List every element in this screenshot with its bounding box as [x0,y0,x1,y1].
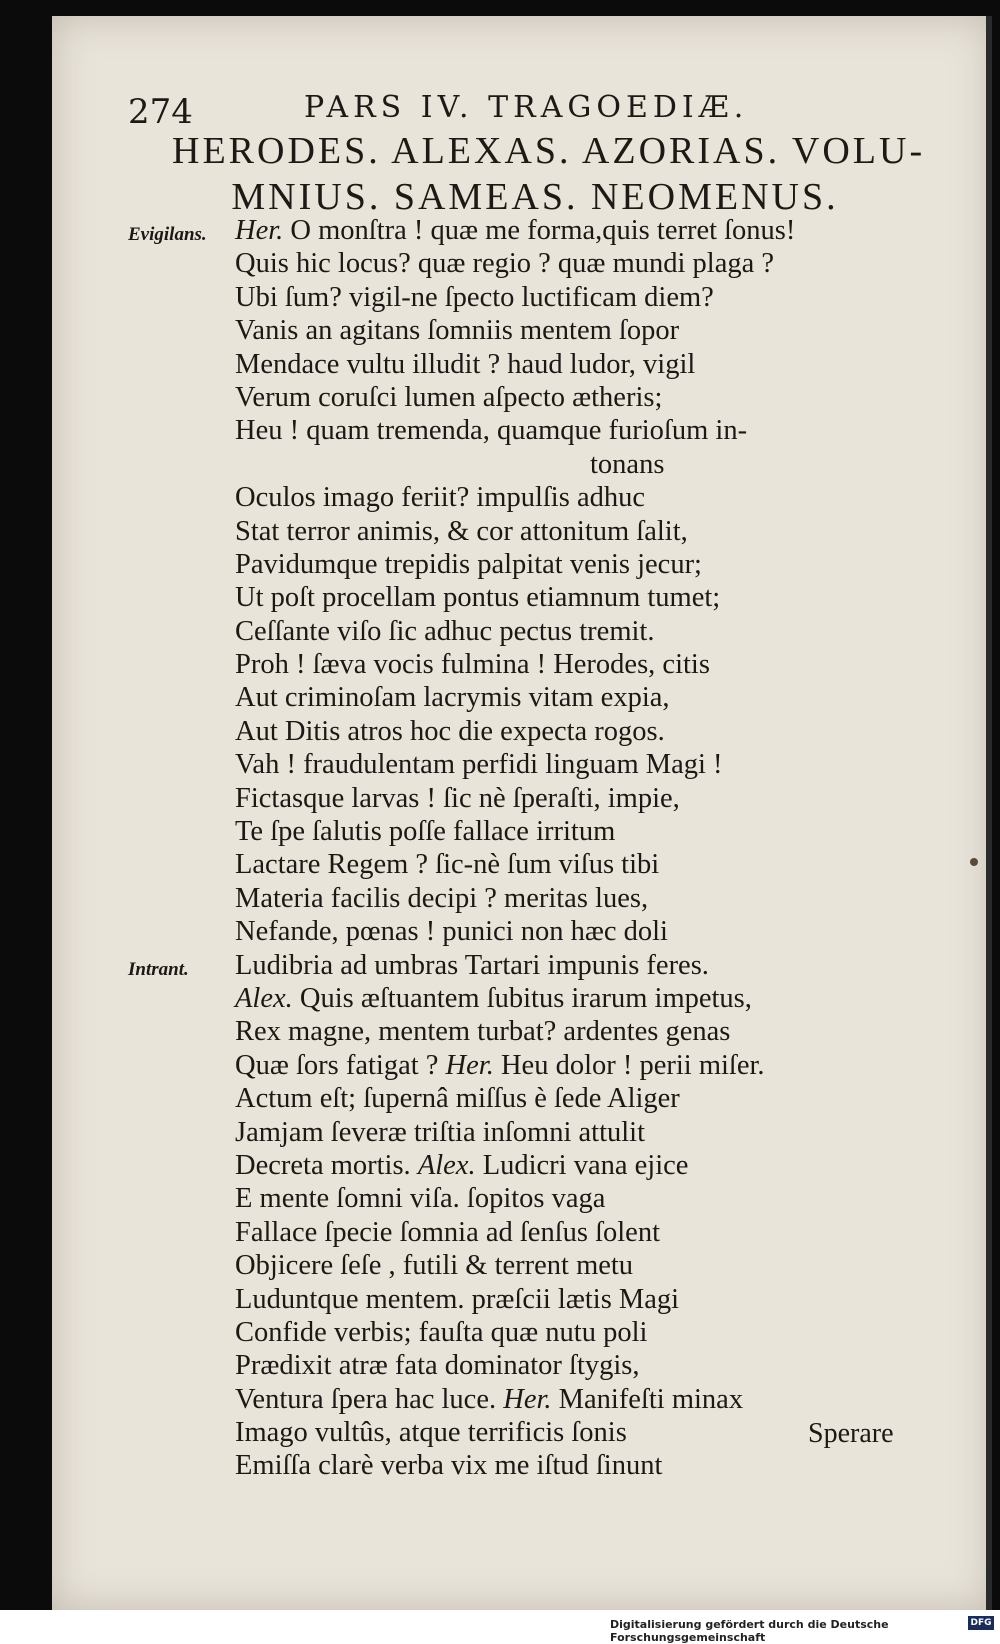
verse-line [0,748,940,781]
verse-line [0,348,940,381]
dfg-logo: DFG [968,1616,994,1630]
verse-text [235,281,714,314]
verse-text [235,1283,679,1316]
verse-words: Ceſſante viſo ſic adhuc pectus tremit. [235,615,655,647]
verse-line [0,1283,940,1316]
verse-text [235,982,752,1015]
digitization-credit: Digitalisierung gefördert durch die Deutsche Forschungsgemeinschaft [610,1618,889,1644]
verse-words: Stat terror animis, & cor attonitum ſalit, [235,515,688,547]
verse-words: Rex magne, mentem turbat? ardentes genas [235,1016,731,1048]
verse-line [0,815,940,848]
verse-line [0,882,940,915]
verse-line [0,1416,940,1449]
verse-line [0,1249,940,1282]
verse-line [0,1449,940,1482]
verse-words: Ludibria ad umbras Tartari impunis feres. [235,949,709,981]
verse-words: Lactare Regem ? ſic-nè ſum viſus tibi [235,849,660,881]
verse-block [0,214,940,1483]
page-number: 274 [128,92,193,132]
verse-words: Quis hic locus? quæ regio ? quæ mundi plaga ? [235,248,775,280]
verse-line [0,982,940,1015]
page-gutter-edge [986,16,992,1610]
verse-text [235,1349,640,1382]
verse-words: Prædixit atræ fata dominator ſtygis, [235,1350,640,1382]
verse-text [235,414,747,447]
speaker-name: Alex. [235,982,293,1014]
verse-words: Fallace ſpecie ſomnia ad ſenſus ſolent [235,1216,660,1248]
running-head-title: PARS IV. TRAGOEDIÆ. [304,90,749,125]
verse-words: Actum eſt; ſupernâ miſſus è ſede Aliger [235,1083,680,1115]
verse-text [235,949,709,982]
verse-text [235,615,654,648]
stage-direction: Evigilans. [128,224,207,245]
verse-line [0,1182,940,1215]
verse-text [235,548,702,581]
verse-line [0,1116,940,1149]
verse-line [0,414,940,447]
verse-text [235,748,723,781]
verse-words: Fictasque larvas ! ſic nè ſperaſti, impie, [235,782,680,814]
verse-text [235,1015,730,1048]
verse-text [235,782,680,815]
verse-words: Proh ! ſæva vocis fulmina ! Herodes, citis [235,649,710,681]
verse-line [0,1049,940,1082]
verse-words: Nefande, pœnas ! punici non hæc doli [235,916,668,948]
verse-words: Imago vultûs, atque terrificis ſonis [235,1417,627,1449]
verse-text [235,1416,627,1449]
verse-words: Objicere ſeſe , futili & terrent metu [235,1250,634,1282]
verse-text [590,448,664,481]
verse-line [0,1082,940,1115]
verse-words: Vah ! fraudulentam perfidi linguam Magi ! [235,749,723,781]
verse-text [235,681,670,714]
verse-text [235,848,659,881]
verse-line [0,214,940,247]
verse-line [0,681,940,714]
stage-direction: Intrant. [128,958,189,980]
verse-line [0,1383,940,1416]
verse-words: Aut criminoſam lacrymis vitam expia, [235,682,670,714]
verse-line [0,515,940,548]
verse-words: Mendace vultu illudit ? haud ludor, vigil [235,348,696,380]
verse-text [235,247,774,280]
scene-heading-line-1: HERODES. ALEXAS. AZORIAS. VOLU- [172,130,926,172]
verse-words: Oculos imago feriit? impulſis adhuc [235,482,645,514]
scene-heading [120,128,950,220]
verse-words: tonans [590,448,665,480]
verse-words: Confide verbis; fauſta quæ nutu poli [235,1316,648,1348]
verse-line [0,615,940,648]
verse-words: Heu ! quam tremenda, quamque furioſum in- [235,415,748,447]
verse-line [0,1149,940,1182]
verse-words: Ludicri vana ejice [475,1149,689,1181]
verse-line [0,247,940,280]
verse-line [0,848,940,881]
verse-text [235,1449,662,1482]
verse-line [0,581,940,614]
speaker-name: Her. [503,1383,552,1415]
verse-line [0,548,940,581]
verse-text [235,1182,605,1215]
speaker-name: Her. [445,1049,494,1081]
verse-words: Ubi ſum? vigil-ne ſpecto luctificam diem? [235,281,714,313]
verse-words: Pavidumque trepidis palpitat venis jecur; [235,548,702,580]
verse-line [0,448,940,481]
verse-line [0,281,940,314]
ink-speck [970,858,978,866]
verse-words: Vanis an agitans ſomniis mentem ſopor [235,315,680,347]
verse-text [235,1383,743,1416]
verse-words: Heu dolor ! perii miſer. [493,1049,765,1081]
verse-words: Quæ ſors fatigat ? [235,1049,446,1081]
verse-line [0,314,940,347]
verse-line [0,715,940,748]
verse-line [0,481,940,514]
verse-line [0,949,940,982]
verse-text [235,381,662,414]
verse-text [235,1082,680,1115]
verse-text [235,1316,647,1349]
speaker-name: Her. [235,215,284,246]
verse-words: O monſtra ! quæ me forma,quis terret ſonus! [283,215,796,246]
verse-line [0,1349,940,1382]
verse-text [235,915,668,948]
verse-words: Quis æſtuantem ſubitus irarum impetus, [292,982,752,1014]
verse-text [235,1116,645,1149]
verse-text [235,1216,660,1249]
verse-text [235,648,710,681]
verse-words: Verum coruſci lumen aſpecto ætheris; [235,381,663,413]
verse-text [235,882,648,915]
verse-text [235,314,679,347]
verse-words: Aut Ditis atros hoc die expecta rogos. [235,715,665,747]
verse-line [0,1015,940,1048]
scene-heading-line-2: MNIUS. SAMEAS. NEOMENUS. [231,176,839,218]
verse-words: Manifeſti minax [551,1383,744,1415]
verse-line [0,1216,940,1249]
verse-text [235,815,615,848]
verse-words: E mente ſomni viſa. ſopitos vaga [235,1183,606,1215]
verse-line [0,782,940,815]
speaker-name: Alex. [417,1149,476,1181]
catchword: Sperare [808,1418,894,1449]
verse-text [235,481,645,514]
verse-text [235,1049,765,1082]
verse-line [0,381,940,414]
verse-words: Te ſpe ſalutis poſſe fallace irritum [235,816,616,848]
verse-line [0,648,940,681]
verse-text [235,715,665,748]
verse-text [235,1149,688,1182]
verse-words: Jamjam ſeveræ triſtia inſomni attulit [235,1116,646,1148]
verse-text [235,515,688,548]
verse-words: Emiſſa clarè verba vix me iſtud ſinunt [235,1450,663,1482]
verse-words: Decreta mortis. [235,1149,418,1181]
verse-words: Ventura ſpera hac luce. [235,1383,504,1415]
verse-text [235,1249,633,1282]
verse-words: Ut poſt procellam pontus etiamnum tumet; [235,582,721,614]
verse-words: Luduntque mentem. præſcii lætis Magi [235,1283,680,1315]
verse-text [235,581,720,614]
verse-line [0,1316,940,1349]
verse-text [235,348,695,381]
verse-words: Materia facilis decipi ? meritas lues, [235,882,649,914]
verse-text [235,214,795,247]
verse-line [0,915,940,948]
